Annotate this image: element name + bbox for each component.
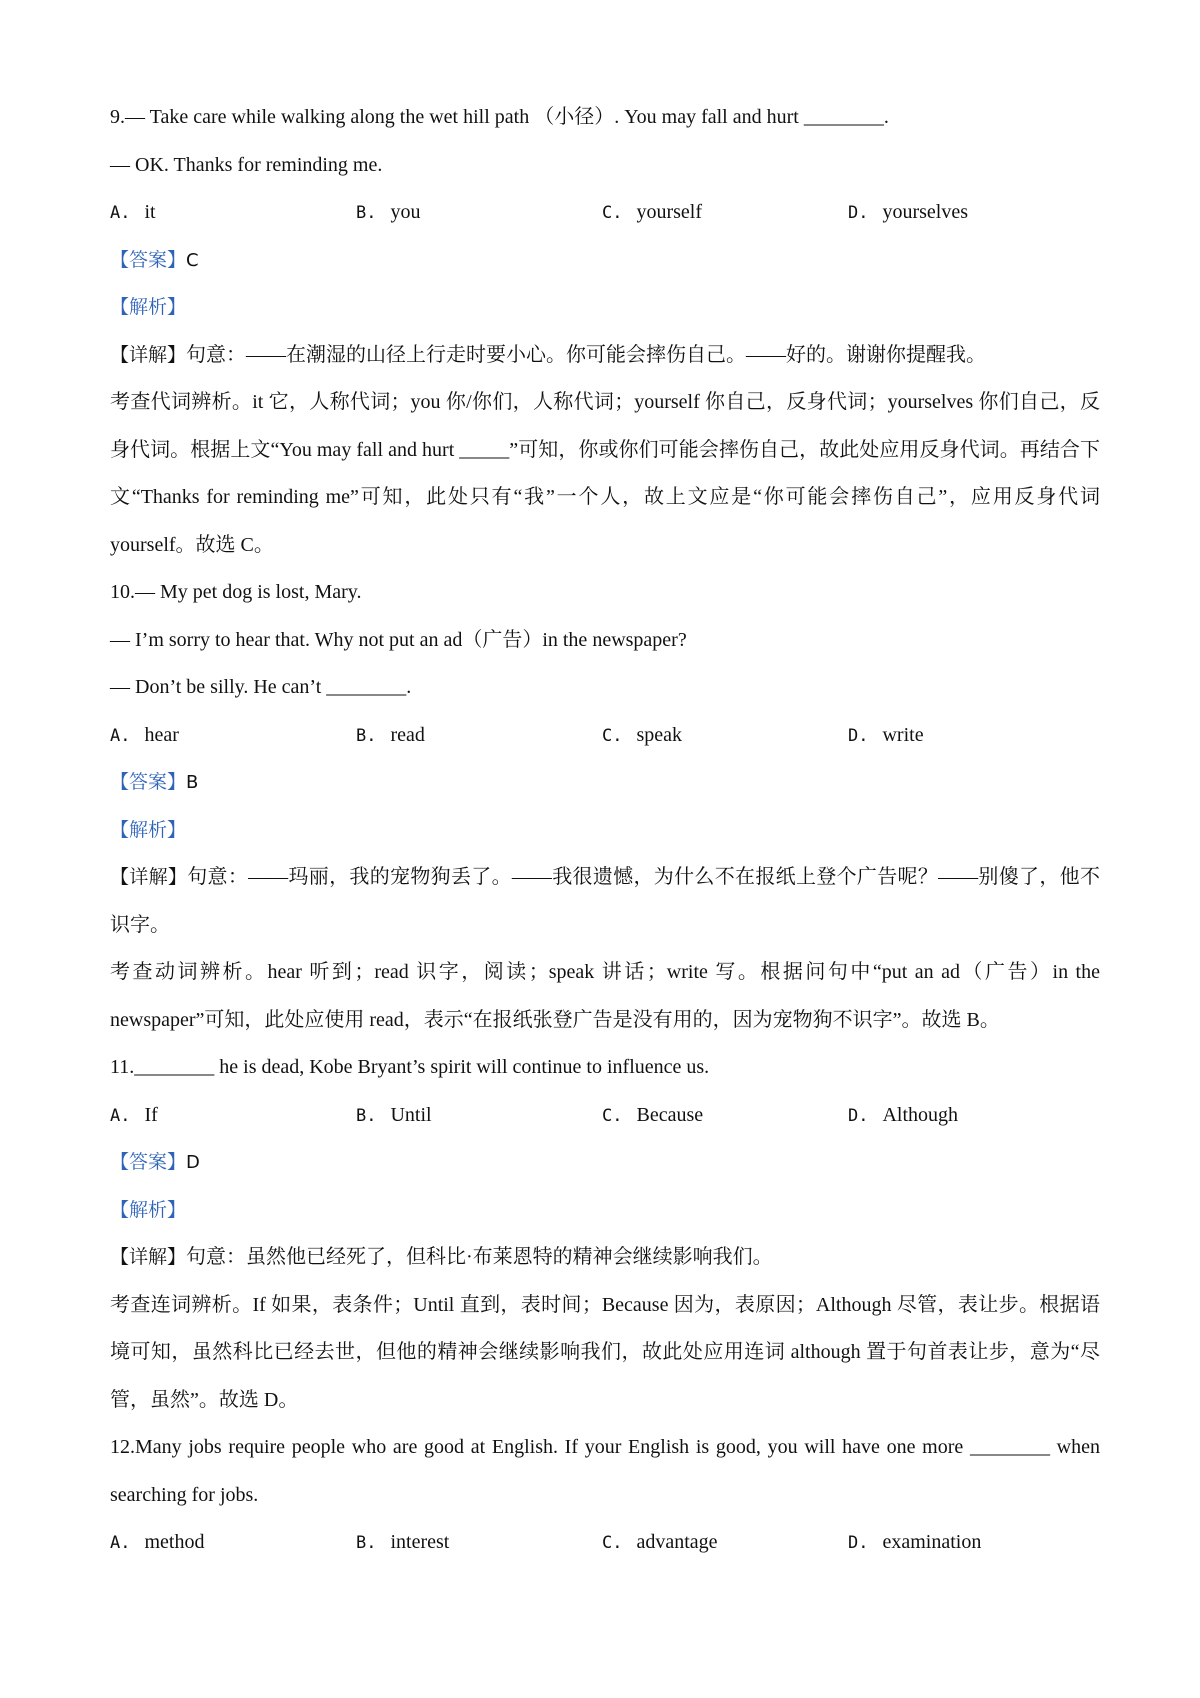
analysis-line [110, 284, 1100, 332]
option-d: D. write [848, 723, 924, 746]
analysis-line [110, 1187, 1100, 1235]
option-d: D. examination [848, 1531, 982, 1553]
question-stem: 11.________ he is dead, Kobe Bryant’s spirit will continue to influence us. [110, 1056, 710, 1078]
option-a: A. method [110, 1531, 205, 1553]
analysis-label: 【解析】 [110, 818, 187, 841]
option-b: B. interest [356, 1531, 450, 1553]
option-c: C. yourself [602, 201, 703, 223]
question-stem: 12.Many jobs require people who are good at English. If your English is good, you will have one more ________ when searching for jobs. [110, 1436, 1100, 1506]
question-stem: — I’m sorry to hear that. Why not put an ad（广告）in the newspaper? [110, 628, 687, 651]
analysis-label: 【解析】 [110, 296, 187, 318]
question-stem: — Don’t be silly. He can’t ________. [110, 676, 412, 698]
options-row [110, 189, 1100, 237]
answer-line [110, 759, 1100, 807]
answer-value: D [186, 1152, 200, 1173]
option-b: B. you [356, 201, 421, 223]
option-a: A. If [110, 1103, 158, 1126]
option-a: A. hear [110, 723, 179, 746]
option-b: B. Until [356, 1103, 432, 1126]
detail-explanation: 考查代词辨析。it 它，人称代词；you 你/你们，人称代词；yourself 你自己，反身代词；yourselves 你们自己，反身代词。根据上文“You may fall and hurt _____”可知，你或你们可能会摔伤自己，故此处应用反身代词。再结合下文“Thanks for reminding me”可知，此处只有“我”一个人，故上文应是“你可能会摔伤自己”，应用反身代词 yourself。故选 C。 [110, 391, 1100, 556]
question-stem: 9.— Take care while walking along the wet hill path （小径）. You may fall and hurt ________. [110, 106, 889, 128]
answer-value: B [186, 772, 199, 793]
question-stem: — OK. Thanks for reminding me. [110, 153, 383, 176]
option-d: D. Although [848, 1103, 959, 1126]
detail-label: 【详解】 [110, 1246, 187, 1268]
question-9 [110, 94, 1100, 569]
option-b: B. read [356, 723, 425, 746]
question-10 [110, 569, 1100, 1044]
answer-line [110, 1139, 1100, 1187]
detail-meaning: 【详解】句意：——玛丽，我的宠物狗丢了。——我很遗憾，为什么不在报纸上登个广告呢？——别傻了，他不识字。 [110, 866, 1100, 936]
analysis-line [110, 807, 1100, 855]
option-c: C. advantage [602, 1531, 718, 1553]
answer-label: 【答案】 [110, 248, 187, 271]
answer-label: 【答案】 [110, 1151, 187, 1173]
document-page [110, 94, 1100, 1567]
question-11 [110, 1044, 1100, 1424]
option-c: C. Because [602, 1103, 704, 1126]
option-c: C. speak [602, 723, 683, 746]
detail-label: 【详解】 [110, 343, 187, 366]
options-row [110, 1092, 1100, 1140]
detail-meaning: 【详解】句意：——在潮湿的山径上行走时要小心。你可能会摔伤自己。——好的。谢谢你提醒我。 [110, 343, 987, 366]
answer-label: 【答案】 [110, 771, 187, 793]
option-d: D. yourselves [848, 201, 969, 223]
answer-value: C [186, 249, 199, 271]
analysis-label: 【解析】 [110, 1198, 187, 1221]
question-12 [110, 1424, 1100, 1567]
options-row [110, 1519, 1100, 1567]
answer-line [110, 237, 1100, 285]
question-stem: 10.— My pet dog is lost, Mary. [110, 581, 362, 603]
detail-explanation: 考查动词辨析。hear 听到；read 识字，阅读；speak 讲话；write 写。根据问句中“put an ad（广告）in the newspaper”可知，此处应使用 read，表示“在报纸张登广告是没有用的，因为宠物狗不识字”。故选 B。 [110, 961, 1100, 1031]
option-a: A. it [110, 201, 156, 223]
detail-meaning: 【详解】句意：虽然他已经死了，但科比·布莱恩特的精神会继续影响我们。 [110, 1246, 773, 1268]
options-row [110, 712, 1100, 760]
detail-label: 【详解】 [110, 866, 188, 888]
detail-explanation: 考查连词辨析。If 如果，表条件；Until 直到，表时间；Because 因为，表原因；Although 尽管，表让步。根据语境可知，虽然科比已经去世，但他的精神会继续影响我们，故此处应用连词 although 置于句首表让步，意为“尽管，虽然”。故选 D。 [110, 1293, 1100, 1411]
